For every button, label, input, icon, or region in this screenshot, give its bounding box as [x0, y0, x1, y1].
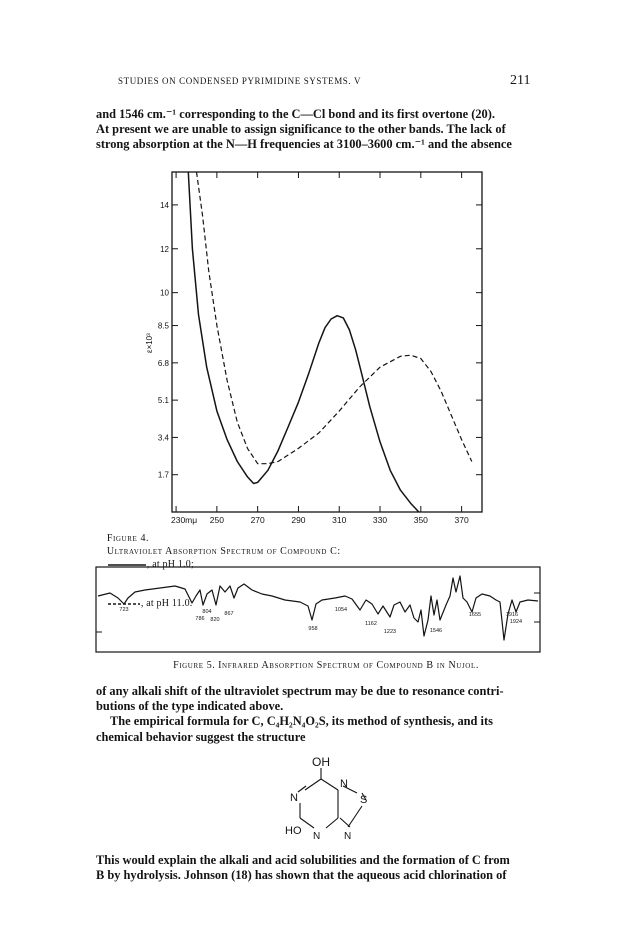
- dashed-line-label: , at pH 11.0.: [140, 598, 193, 609]
- ir-band-label: 867: [224, 611, 234, 617]
- running-head: STUDIES ON CONDENSED PYRIMIDINE SYSTEMS. V: [118, 76, 362, 86]
- final-paragraph: [96, 853, 546, 883]
- page-number: 211: [510, 73, 531, 88]
- text-line: The empirical formula for C, C₄H₂N₄O₂S, its method of synthesis, and its: [110, 714, 493, 729]
- ir-band-label: 1054: [334, 607, 348, 613]
- text-line: B by hydrolysis. Johnson (18) has shown that the aqueous acid chlorination of: [96, 868, 507, 883]
- atom-n: N: [340, 778, 348, 790]
- text-line: butions of the type indicated above.: [96, 699, 284, 714]
- text-line: At present we are unable to assign significance to the other bands. The lack of: [96, 122, 506, 137]
- text-line: chemical behavior suggest the structure: [96, 729, 306, 744]
- atom-n: N: [313, 831, 321, 842]
- atom-n: N: [290, 792, 298, 804]
- x-tick-label: 290: [291, 515, 306, 525]
- ir-band-label: 1223: [383, 629, 397, 635]
- ir-band-label: 958: [308, 626, 318, 632]
- ir-band-label: 1655: [468, 612, 482, 618]
- ir-band-label: 1162: [365, 621, 377, 627]
- x-tick-label: 270: [250, 515, 265, 525]
- x-tick-label: 250: [209, 515, 224, 525]
- y-tick-label: 6.8: [157, 358, 169, 368]
- ir-band-label: 1924: [509, 619, 523, 625]
- text-line: and 1546 cm.⁻¹ corresponding to the C—Cl bond and its first overtone (20).: [96, 107, 495, 121]
- y-tick-label: 5.1: [157, 396, 169, 406]
- figure-4-label: Figure 4.: [106, 533, 150, 544]
- text-line: strong absorption at the N—H frequencies at 3100–3600 cm.⁻¹ and the absence: [96, 137, 512, 152]
- ir-band-label: 1916: [505, 612, 519, 618]
- y-axis-label: ε×10³: [145, 333, 154, 354]
- ir-band-label: 1546: [429, 628, 443, 634]
- y-tick-label: 8.5: [157, 321, 169, 331]
- x-tick-label: 230mμ: [170, 515, 198, 525]
- figure-5-title: Infrared Absorption Spectrum of Compound B in Nujol.: [218, 660, 479, 671]
- y-tick-label: 14: [160, 200, 169, 210]
- ir-band-label: 786: [195, 616, 205, 622]
- ir-band-label: 804: [202, 609, 212, 615]
- atom-s: S: [360, 794, 368, 806]
- figure-5-label: Figure 5.: [173, 660, 216, 671]
- ir-band-label: 723: [119, 607, 129, 613]
- text-line: of any alkali shift of the ultraviolet spectrum may be due to resonance contri-: [96, 684, 504, 698]
- text-line: This would explain the alkali and acid solubilities and the formation of C from: [96, 853, 510, 867]
- ir-band-label: 820: [210, 617, 220, 623]
- atom-oh: OH: [312, 755, 330, 769]
- x-tick-label: 330: [372, 515, 388, 525]
- figure-4-title: Ultraviolet Absorption Spectrum of Compound C:: [106, 546, 341, 557]
- y-tick-label: 12: [160, 244, 169, 254]
- y-tick-label: 10: [160, 288, 169, 298]
- x-tick-label: 350: [413, 515, 428, 525]
- x-tick-label: 370: [454, 515, 469, 525]
- y-tick-label: 3.4: [157, 433, 169, 443]
- solid-line-label: , at pH 1.0;: [146, 559, 194, 570]
- x-tick-label: 310: [332, 515, 347, 525]
- y-tick-label: 1.7: [157, 470, 169, 480]
- atom-ho: HO: [285, 825, 302, 837]
- atom-n: N: [344, 831, 352, 842]
